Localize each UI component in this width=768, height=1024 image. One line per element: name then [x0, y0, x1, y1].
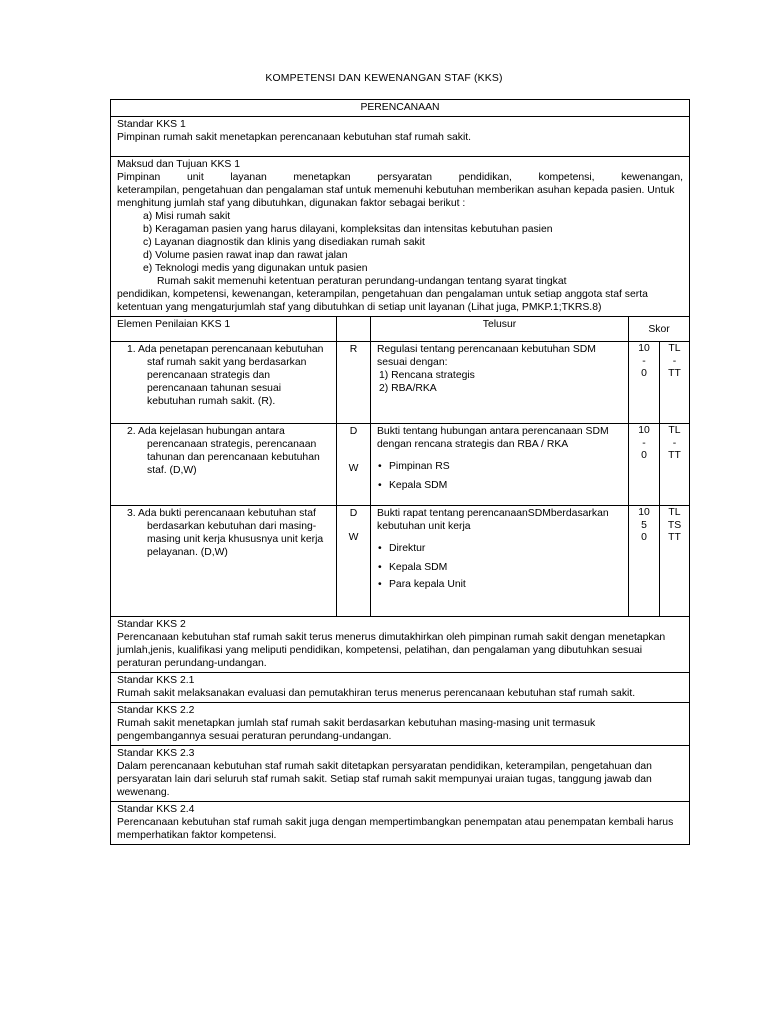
standard-text: Rumah sakit menetapkan jumlah staf rumah sakit berdasarkan kebutuhan masing-masing unit termasuk pengembangannya sesuai peraturan perundang-undangan. — [117, 718, 596, 742]
telusur-item: 1) Rencana strategis — [379, 370, 475, 381]
standard-row — [111, 673, 690, 703]
standard-kks1-text: Pimpinan rumah sakit menetapkan perencanaan kebutuhan staf rumah sakit. — [117, 132, 472, 143]
standard-label: Standar KKS 2.4 — [117, 804, 195, 815]
element-mark-cell — [660, 342, 690, 424]
standard-label: Standar KKS 2 — [117, 619, 186, 630]
score-value: - — [642, 437, 646, 449]
standard-label: Standar KKS 2.1 — [117, 675, 195, 686]
header-elemen: Elemen Penilaian KKS 1 — [111, 317, 337, 342]
column-header-row — [111, 317, 690, 342]
score-value: 10 — [638, 343, 650, 354]
element-code-cell — [337, 342, 371, 424]
maksud-tujuan — [111, 157, 690, 317]
maksud-paragraph2-first: Rumah sakit memenuhi ketentuan peraturan perundang-undangan tentang syarat tingkat — [157, 276, 567, 287]
score-mark: TL — [668, 343, 681, 354]
telusur-bullet: • Pimpinan RS — [377, 460, 622, 473]
kks-table-wrapper — [110, 99, 689, 845]
telusur-text: Bukti tentang hubungan antara perencanaan SDM dengan rencana strategis dan RBA / RKA — [377, 426, 609, 450]
element-score-cell — [629, 506, 660, 617]
element-row — [111, 424, 690, 506]
maksud-label: Maksud dan Tujuan KKS 1 — [117, 159, 241, 170]
kks-table — [110, 99, 690, 845]
standard-block — [111, 617, 690, 673]
section-header: PERENCANAAN — [111, 100, 690, 117]
standard-row — [111, 746, 690, 802]
element-score-cell — [629, 424, 660, 506]
section-header-row — [111, 100, 690, 117]
score-mark: TS — [667, 519, 682, 531]
maksud-paragraph-line1: Pimpinan unit layanan menetapkan persyaratan pendidikan, kompetensi, kewenangan, — [117, 172, 683, 183]
standard-row — [111, 802, 690, 845]
score-mark: TT — [668, 532, 681, 543]
standard-text: Perencanaan kebutuhan staf rumah sakit terus menerus dimutakhirkan oleh pimpinan rumah sakit dengan menetapkan jumlah,jenis, kualifikasi yang meliputi pendidikan, kompetensi, pelatihan, dan pengalaman yang dibutuhkan sesuai peraturan perundang-undangan. — [117, 632, 666, 669]
standard-kks1-label: Standar KKS 1 — [117, 119, 186, 130]
header-code — [337, 317, 371, 342]
standard-kks1-row — [111, 117, 690, 157]
element-telusur-cell — [371, 506, 629, 617]
standard-block — [111, 802, 690, 845]
factor-item: a) Misi rumah sakit — [143, 211, 231, 222]
telusur-bullet: • Para kepala Unit — [377, 578, 622, 591]
standard-label: Standar KKS 2.3 — [117, 748, 195, 759]
score-value: 10 — [638, 507, 650, 518]
element-text: 2. Ada kejelasan hubungan antara perencanaan strategis, perencanaan tahunan dan perencanaan kebutuhan staf. (D,W) — [127, 426, 320, 476]
element-score-cell — [629, 342, 660, 424]
score-mark: TL — [668, 425, 681, 436]
telusur-bullet: • Kepala SDM — [377, 479, 622, 492]
telusur-bullet: • Kepala SDM — [377, 561, 622, 574]
standard-block — [111, 673, 690, 703]
element-code: D — [349, 508, 358, 519]
score-value: 0 — [641, 532, 647, 543]
maksud-paragraph-rest: keterampilan, pengetahuan dan pengalaman staf untuk memenuhi kebutuhan memberikan asuhan kepada pasien. Untuk menghitung jumlah staf yang dibutuhkan, digunakan faktor sebagai berikut : — [117, 185, 675, 209]
element-row — [111, 506, 690, 617]
header-telusur: Telusur — [371, 317, 629, 342]
standard-kks1 — [111, 117, 690, 157]
telusur-bullet: • Direktur — [377, 542, 622, 555]
element-text-cell — [111, 506, 337, 617]
maksud-row — [111, 157, 690, 317]
element-code-cell — [337, 424, 371, 506]
maksud-paragraph2-rest: pendidikan, kompetensi, kewenangan, keterampilan, pengetahuan dan pengalaman untuk setiap anggota staf serta ketentuan yang mengaturjumlah staf yang dibutuhkan di setiap unit layanan (Lihat juga, PMKP.1;TKRS.8) — [117, 289, 648, 313]
telusur-text: Bukti rapat tentang perencanaanSDMberdasarkan kebutuhan unit kerja — [377, 508, 609, 532]
score-mark: - — [672, 437, 677, 449]
standard-row — [111, 703, 690, 746]
standard-row — [111, 617, 690, 673]
element-row — [111, 342, 690, 424]
standard-text: Perencanaan kebutuhan staf rumah sakit juga dengan mempertimbangkan penempatan atau penempatan kembali harus memperhatikan faktor kompetensi. — [117, 817, 674, 841]
element-text-cell — [111, 342, 337, 424]
score-mark: TL — [668, 507, 681, 518]
element-code: W — [348, 532, 359, 543]
element-code: D — [349, 426, 358, 437]
standard-label: Standar KKS 2.2 — [117, 705, 195, 716]
factor-item: d) Volume pasien rawat inap dan rawat jalan — [143, 250, 348, 261]
score-value: 5 — [641, 519, 647, 531]
header-skor: Skor — [629, 317, 690, 342]
score-value: 0 — [641, 368, 647, 379]
standard-block — [111, 746, 690, 802]
score-value: - — [642, 355, 646, 367]
score-value: 0 — [641, 450, 647, 461]
element-telusur-cell — [371, 424, 629, 506]
element-text: 3. Ada bukti perencanaan kebutuhan staf berdasarkan kebutuhan dari masing-masing unit kerja khususnya unit kerja pelayanan. (D,W) — [127, 508, 324, 558]
factor-item: c) Layanan diagnostik dan klinis yang disediakan rumah sakit — [143, 237, 425, 248]
element-telusur-cell — [371, 342, 629, 424]
telusur-text: Regulasi tentang perencanaan kebutuhan SDM sesuai dengan: — [377, 344, 596, 368]
element-code-cell — [337, 506, 371, 617]
standard-text: Rumah sakit melaksanakan evaluasi dan pemutakhiran terus menerus perencanaan kebutuhan staf rumah sakit. — [117, 688, 636, 699]
document-title: KOMPETENSI DAN KEWENANGAN STAF (KKS) — [265, 73, 503, 84]
element-code: R — [349, 344, 358, 355]
score-mark: - — [672, 355, 677, 367]
element-text: 1. Ada penetapan perencanaan kebutuhan staf rumah sakit yang berdasarkan perencanaan strategis dan perencanaan tahunan sesuai kebutuhan rumah sakit. (R). — [127, 344, 324, 407]
element-text-cell — [111, 424, 337, 506]
element-mark-cell — [660, 506, 690, 617]
standard-block — [111, 703, 690, 746]
score-mark: TT — [668, 368, 681, 379]
factor-item: b) Keragaman pasien yang harus dilayani, kompleksitas dan intensitas kebutuhan pasien — [143, 224, 553, 235]
score-mark: TT — [668, 450, 681, 461]
element-mark-cell — [660, 424, 690, 506]
factor-item: e) Teknologi medis yang digunakan untuk pasien — [143, 263, 368, 274]
score-value: 10 — [638, 425, 650, 436]
standard-text: Dalam perencanaan kebutuhan staf rumah sakit ditetapkan persyaratan pendidikan, keterampilan, pengetahuan dan persyaratan lain dari seluruh staf rumah sakit. Setiap staf rumah sakit mempunyai uraian tugas, tanggung jawab dan wewenang. — [117, 761, 652, 798]
element-code: W — [348, 463, 359, 474]
telusur-item: 2) RBA/RKA — [379, 383, 437, 394]
